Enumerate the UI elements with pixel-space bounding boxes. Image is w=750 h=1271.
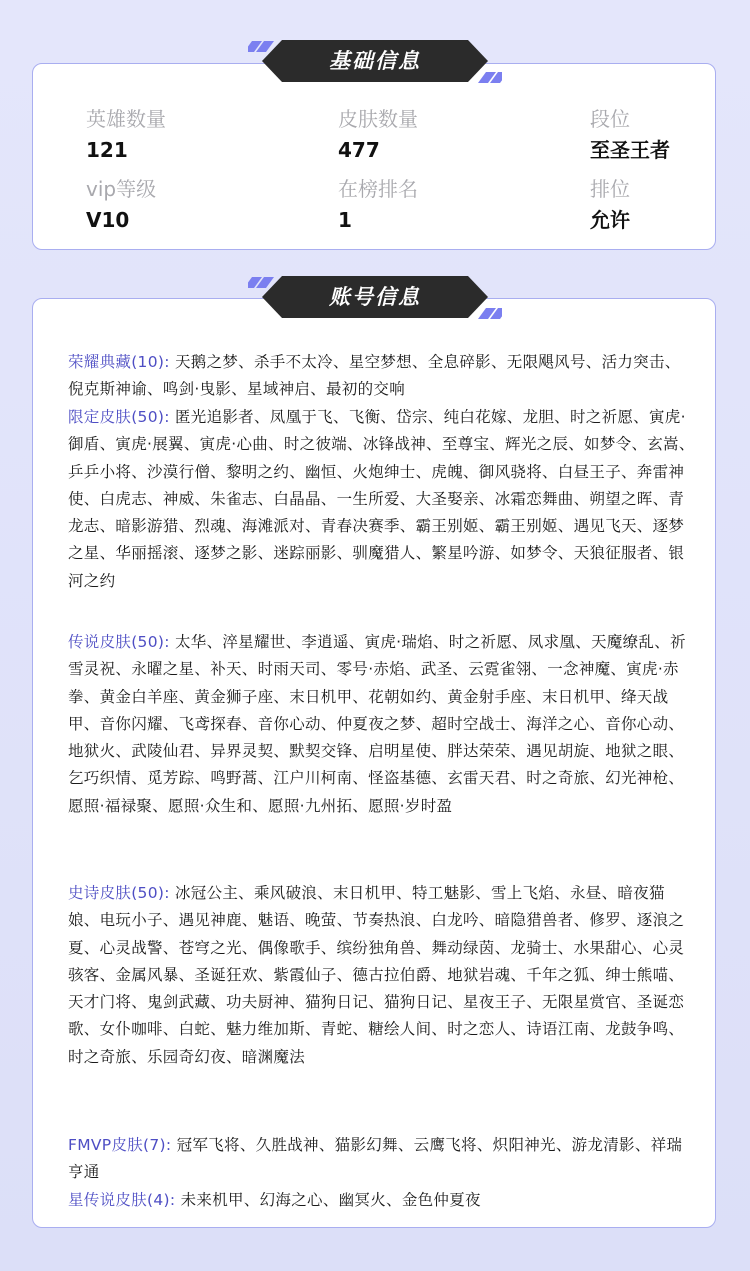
section-label: 荣耀典藏(10): xyxy=(68,353,170,371)
stat-leaderboard-rank xyxy=(338,176,518,233)
stat-rank-tier xyxy=(590,106,750,163)
section-label: 史诗皮肤(50): xyxy=(68,884,170,902)
stat-value: 477 xyxy=(338,138,380,162)
section-epic-skins xyxy=(68,880,696,1071)
section-text: 未来机甲、幻海之心、幽冥火、金色仲夏夜 xyxy=(175,1191,481,1209)
section-legendary-skins xyxy=(68,629,696,820)
stat-skin-count xyxy=(338,106,518,163)
section-fmvp-skins xyxy=(68,1132,696,1187)
section-honor-collection xyxy=(68,349,696,404)
stat-ranked-allowed xyxy=(590,176,750,233)
section-limited-skins xyxy=(68,404,696,595)
section-label: FMVP皮肤(7): xyxy=(68,1136,172,1154)
stat-label: 排位 xyxy=(590,177,630,201)
stat-label: 皮肤数量 xyxy=(338,107,418,131)
stat-value: 1 xyxy=(338,208,352,232)
section-text: 冠军飞将、久胜战神、猫影幻舞、云鹰飞将、炽阳神光、游龙清影、祥瑞亨通 xyxy=(68,1136,683,1182)
stat-label: 英雄数量 xyxy=(86,107,166,131)
section-label: 星传说皮肤(4): xyxy=(68,1191,176,1209)
basic-info-header xyxy=(248,38,502,86)
section-label: 传说皮肤(50): xyxy=(68,633,170,651)
stat-label: 段位 xyxy=(590,107,630,131)
section-text: 天鹅之梦、杀手不太冷、星空梦想、全息碎影、无限飓风号、活力突击、倪克斯神谕、鸣剑·曳影、星域神启、最初的交响 xyxy=(68,353,681,399)
stat-value: 至圣王者 xyxy=(590,138,670,162)
section-star-legend-skins xyxy=(68,1187,696,1214)
account-info-title: 账号信息 xyxy=(329,285,421,309)
stat-label: vip等级 xyxy=(86,177,157,201)
stat-vip-level xyxy=(86,176,266,233)
section-text: 匿光追影者、凤凰于飞、飞衡、岱宗、纯白花嫁、龙胆、时之祈愿、寅虎·御盾、寅虎·展翼、寅虎·心曲、时之彼端、冰锋战神、至尊宝、辉光之辰、如梦令、玄嵩、乒乒小将、沙漠行僧、黎明之约、幽恒、火炮绅士、虎魄、御风骁将、白昼王子、奔雷神使、白虎志、神威、朱雀志、白晶晶、一生所爱、大圣娶亲、冰霜恋舞曲、朔望之晖、青龙志、暗影游猎、烈魂、海滩派对、青春决赛季、霸王别姬、霸王别姬、遇见飞天、逐梦之星、华丽摇滚、逐梦之影、迷踪丽影、驯魔猎人、繁星吟游、如梦令、天狼征服者、银河之约 xyxy=(68,408,695,590)
section-label: 限定皮肤(50): xyxy=(68,408,170,426)
stat-value: V10 xyxy=(86,208,130,232)
stat-label: 在榜排名 xyxy=(338,177,418,201)
account-info-header xyxy=(248,274,502,322)
section-text: 太华、淬星耀世、李逍遥、寅虎·瑞焰、时之祈愿、凤求凰、天魔缭乱、祈雪灵祝、永曜之星、补天、时雨天司、零号·赤焰、武圣、云霓雀翎、一念神魔、寅虎·赤拳、黄金白羊座、黄金狮子座、末日机甲、花朝如约、黄金射手座、末日机甲、绛天战甲、音你闪耀、飞鸢探春、音你心动、仲夏夜之梦、超时空战士、海洋之心、音你心动、地狱火、武陵仙君、异界灵契、默契交锋、启明星使、胖达荣荣、遇见胡旋、地狱之眼、乞巧织情、觅芳踪、鸣野蒿、江户川柯南、怪盗基德、玄雷天君、时之奇旅、幻光神枪、愿照·福禄聚、愿照·众生和、愿照·九州拓、愿照·岁时盈 xyxy=(68,633,686,815)
stat-value: 允许 xyxy=(590,208,630,232)
stat-value: 121 xyxy=(86,138,128,162)
section-text: 冰冠公主、乘风破浪、末日机甲、特工魅影、雪上飞焰、永昼、暗夜猫娘、电玩小子、遇见神鹿、魅语、晚萤、节奏热浪、白龙吟、暗隐猎兽者、修罗、逐浪之夏、心灵战警、苍穹之光、偶像歌手、缤纷独角兽、舞动绿茵、龙骑士、水果甜心、心灵骇客、金属风暴、圣诞狂欢、紫霞仙子、德古拉伯爵、地狱岩魂、千年之狐、绅士熊喵、天才门将、鬼剑武藏、功夫厨神、猫狗日记、猫狗日记、星夜王子、无限星赏官、圣诞恋歌、女仆咖啡、白蛇、魅力维加斯、青蛇、糖绘人间、时之恋人、诗语江南、龙鼓争鸣、时之奇旅、乐园奇幻夜、暗渊魔法 xyxy=(68,884,685,1066)
basic-info-title: 基础信息 xyxy=(329,49,421,73)
stat-hero-count xyxy=(86,106,266,163)
